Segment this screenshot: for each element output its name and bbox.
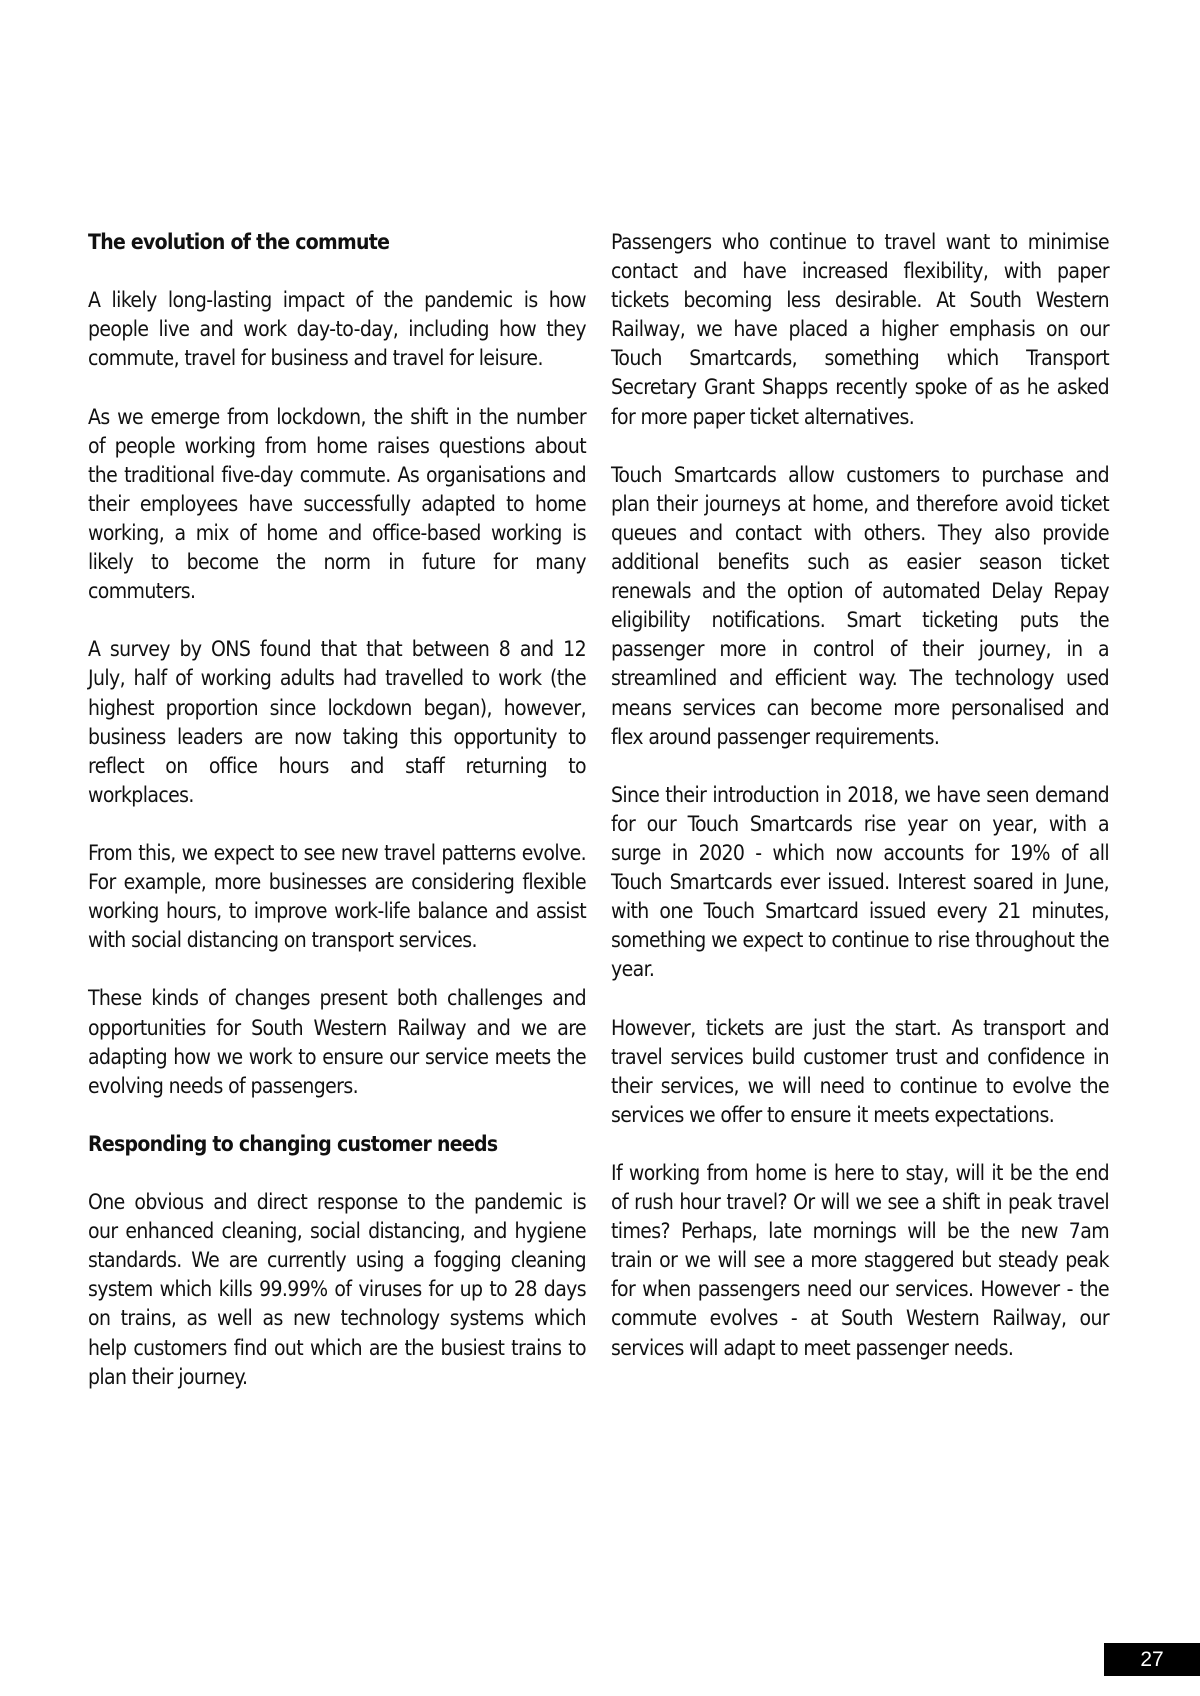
paragraph: Passengers who continue to travel want to minimise contact and have increased flexibility, with paper tickets becoming less desirable. At South Western Railway, we have placed a higher emphasis on our Touch Smartcards, something which Transport Secretary Grant Shapps recently spoke of as he asked for more paper ticket alternatives. xyxy=(611,230,1109,429)
paragraph: Touch Smartcards allow customers to purchase and plan their journeys at home, and therefore avoid ticket queues and contact with others. They also provide additional benefits such as easier season ticket renewals and the option of automated Delay Repay eligibility notifications. Smart ticketing puts the passenger more in control of their journey, in a streamlined and efficient way. The technology used means services can become more personalised and flex around passenger requirements. xyxy=(611,462,1109,749)
paragraph: These kinds of changes present both challenges and opportunities for South Western Railway and we are adapting how we work to ensure our service meets the evolving needs of passengers. xyxy=(88,986,586,1098)
paragraph: If working from home is here to stay, will it be the end of rush hour travel? Or will we see a shift in peak travel times? Perhaps, late mornings will be the new 7am train or we will see a more staggered but steady peak for when passengers need our services. However - the commute evolves - at South Western Railway, our services will adapt to meet passenger needs. xyxy=(611,1161,1109,1360)
paragraph: However, tickets are just the start. As transport and travel services build customer trust and confidence in their services, we will need to continue to evolve the services we offer to ensure it meets expectations. xyxy=(611,1015,1109,1127)
page-number: 27 xyxy=(1104,1643,1200,1676)
right-column xyxy=(611,228,1109,1392)
paragraph: A survey by ONS found that that between 8 and 12 July, half of working adults had travelled to work (the highest proportion since lockdown began), however, business leaders are now taking this opportunity to reflect on office hours and staff returning to workplaces. xyxy=(88,637,586,807)
paragraph: A likely long-lasting impact of the pandemic is how people live and work day-to-day, including how they commute, travel for business and travel for leisure. xyxy=(88,288,586,371)
left-column xyxy=(88,228,586,1421)
paragraph: As we emerge from lockdown, the shift in the number of people working from home raises questions about the traditional five-day commute. As organisations and their employees have successfully adapted to home working, a mix of home and office-based working is likely to become the norm in future for many commuters. xyxy=(88,404,586,604)
section-title-responding-to-customer-needs: Responding to changing customer needs xyxy=(88,1131,498,1156)
paragraph: One obvious and direct response to the pandemic is our enhanced cleaning, social distancing, and hygiene standards. We are currently using a fogging cleaning system which kills 99.99% of viruses for up to 28 days on trains, as well as new technology systems which help customers find out which are the busiest trains to plan their journey. xyxy=(88,1190,586,1389)
paragraph: Since their introduction in 2018, we have seen demand for our Touch Smartcards rise year on year, with a surge in 2020 - which now accounts for 19% of all Touch Smartcards ever issued. Interest soared in June, with one Touch Smartcard issued every 21 minutes, something we expect to continue to rise throughout the year. xyxy=(611,782,1109,982)
paragraph: From this, we expect to see new travel patterns evolve. For example, more businesses are considering flexible working hours, to improve work-life balance and assist with social distancing on transport services. xyxy=(88,840,586,953)
section-title-evolution-of-commute: The evolution of the commute xyxy=(88,230,390,254)
